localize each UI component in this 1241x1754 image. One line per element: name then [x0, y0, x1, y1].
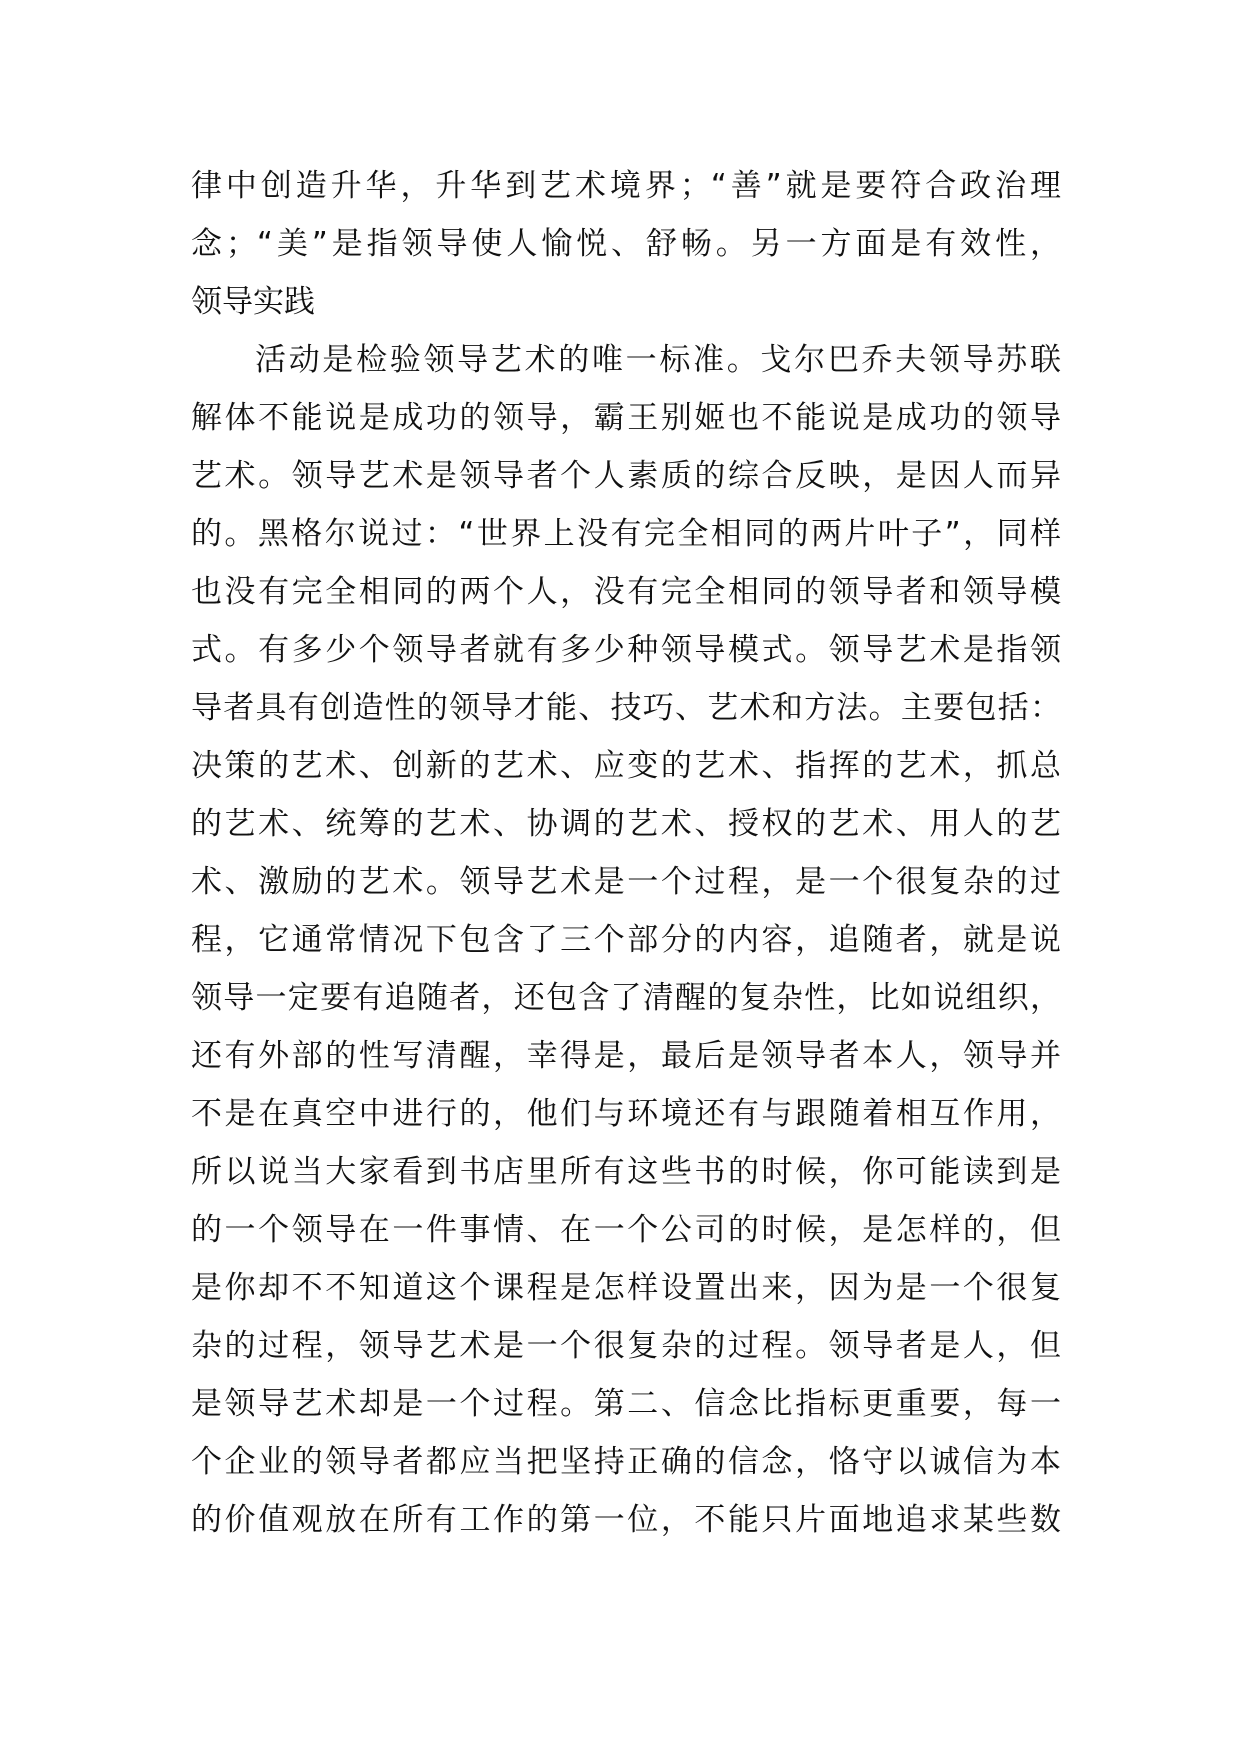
text-line: 个企业的领导者都应当把坚持正确的信念，恪守以诚信为本	[191, 1444, 1061, 1480]
text-line: 是你却不不知道这个课程是怎样设置出来，因为是一个很复	[191, 1270, 1061, 1306]
text-line: 艺术。领导艺术是领导者个人素质的综合反映，是因人而异	[191, 458, 1061, 494]
text-line: 还有外部的性写清醒，幸得是，最后是领导者本人，领导并	[191, 1038, 1061, 1074]
text-line: 决策的艺术、创新的艺术、应变的艺术、指挥的艺术，抓总	[191, 748, 1061, 784]
text-line: 解体不能说是成功的领导，霸王别姬也不能说是成功的领导	[191, 400, 1061, 436]
paragraph-first-line: 活动是检验领导艺术的唯一标准。戈尔巴乔夫领导苏联	[255, 342, 1061, 378]
document-body	[191, 157, 1061, 1549]
text-line: 念；“美”是指领导使人愉悦、舒畅。另一方面是有效性，	[191, 226, 1061, 262]
text-line: 律中创造升华，升华到艺术境界；“善”就是要符合政治理	[191, 168, 1061, 204]
text-line: 领导实践	[191, 284, 315, 320]
text-line: 的一个领导在一件事情、在一个公司的时候，是怎样的，但	[191, 1212, 1061, 1248]
text-line: 的艺术、统筹的艺术、协调的艺术、授权的艺术、用人的艺	[191, 806, 1061, 842]
text-line: 的。黑格尔说过：“世界上没有完全相同的两片叶子”，同样	[191, 516, 1061, 552]
text-line: 是领导艺术却是一个过程。第二、信念比指标更重要，每一	[191, 1386, 1061, 1422]
text-line: 杂的过程，领导艺术是一个很复杂的过程。领导者是人，但	[191, 1328, 1061, 1364]
text-line: 不是在真空中进行的，他们与环境还有与跟随着相互作用，	[191, 1096, 1061, 1132]
text-line: 导者具有创造性的领导才能、技巧、艺术和方法。主要包括：	[191, 690, 1061, 726]
text-line: 也没有完全相同的两个人，没有完全相同的领导者和领导模	[191, 574, 1061, 610]
text-line: 所以说当大家看到书店里所有这些书的时候，你可能读到是	[191, 1154, 1061, 1190]
text-line: 领导一定要有追随者，还包含了清醒的复杂性，比如说组织，	[191, 980, 1061, 1016]
text-line: 术、激励的艺术。领导艺术是一个过程，是一个很复杂的过	[191, 864, 1061, 900]
text-line: 的价值观放在所有工作的第一位，不能只片面地追求某些数	[191, 1502, 1061, 1538]
text-line: 程，它通常情况下包含了三个部分的内容，追随者，就是说	[191, 922, 1061, 958]
text-line: 式。有多少个领导者就有多少种领导模式。领导艺术是指领	[191, 632, 1061, 668]
